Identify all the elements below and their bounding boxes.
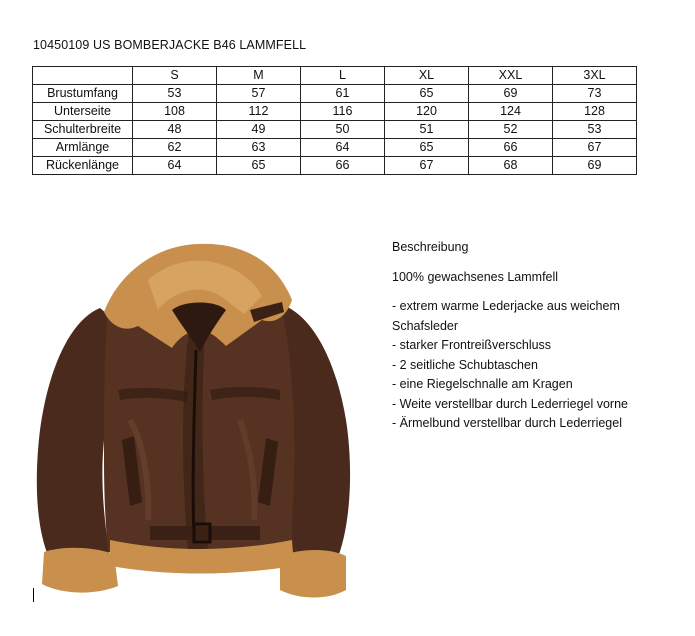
row-label: Unterseite — [33, 103, 133, 121]
feature-item: - starker Frontreißverschluss — [392, 338, 552, 352]
table-cell: 65 — [217, 157, 301, 175]
table-cell: 66 — [469, 139, 553, 157]
table-cell: 50 — [301, 121, 385, 139]
feature-item: - extrem warme Lederjacke aus weichem Schafsleder — [392, 299, 620, 333]
table-cell: 108 — [133, 103, 217, 121]
table-row — [33, 139, 637, 157]
product-description — [392, 238, 682, 434]
header-cell-xxl: XXL — [469, 67, 553, 85]
header-cell-m: M — [217, 67, 301, 85]
header-cell-xl: XL — [385, 67, 469, 85]
document-title: 10450109 US BOMBERJACKE B46 LAMMFELL — [33, 38, 307, 52]
size-table — [32, 66, 637, 175]
table-cell: 69 — [469, 85, 553, 103]
table-cell: 73 — [553, 85, 637, 103]
header-cell-empty — [33, 67, 133, 85]
table-cell: 63 — [217, 139, 301, 157]
table-cell: 64 — [301, 139, 385, 157]
header-cell-l: L — [301, 67, 385, 85]
right-cuff — [280, 550, 346, 598]
bomber-jacket-illustration — [30, 240, 360, 605]
left-cuff — [42, 548, 118, 593]
table-cell: 116 — [301, 103, 385, 121]
table-cell: 53 — [553, 121, 637, 139]
table-cell: 66 — [301, 157, 385, 175]
feature-item: - 2 seitliche Schubtaschen — [392, 357, 538, 372]
table-cell: 69 — [553, 157, 637, 175]
feature-item: - Weite verstellbar durch Lederriegel vorne — [392, 396, 628, 411]
feature-item: - Ärmelbund verstellbar durch Lederriegel — [392, 416, 622, 430]
table-cell: 61 — [301, 85, 385, 103]
table-row — [33, 85, 637, 103]
table-cell: 48 — [133, 121, 217, 139]
row-label: Brustumfang — [33, 85, 133, 103]
table-row — [33, 157, 637, 175]
table-cell: 120 — [385, 103, 469, 121]
table-cell: 52 — [469, 121, 553, 139]
header-cell-3xl: 3XL — [553, 67, 637, 85]
header-cell-s: S — [133, 67, 217, 85]
table-cell: 65 — [385, 85, 469, 103]
table-cell: 112 — [217, 103, 301, 121]
table-cell: 67 — [553, 139, 637, 157]
table-cell: 128 — [553, 103, 637, 121]
row-label: Rückenlänge — [33, 157, 133, 175]
feature-item: - eine Riegelschnalle am Kragen — [392, 377, 573, 391]
description-heading: Beschreibung — [392, 240, 469, 254]
table-cell: 65 — [385, 139, 469, 157]
table-row — [33, 121, 637, 139]
row-label: Schulterbreite — [33, 121, 133, 139]
table-cell: 64 — [133, 157, 217, 175]
table-cell: 62 — [133, 139, 217, 157]
waist-strap — [150, 526, 260, 540]
table-cell: 124 — [469, 103, 553, 121]
material-text: 100% gewachsenes Lammfell — [392, 269, 559, 284]
table-cell: 68 — [469, 157, 553, 175]
table-cell: 67 — [385, 157, 469, 175]
table-cell: 49 — [217, 121, 301, 139]
text-cursor — [33, 588, 34, 602]
table-cell: 51 — [385, 121, 469, 139]
table-row — [33, 103, 637, 121]
size-header-row — [33, 67, 637, 85]
table-cell: 53 — [133, 85, 217, 103]
table-cell: 57 — [217, 85, 301, 103]
row-label: Armlänge — [33, 139, 133, 157]
